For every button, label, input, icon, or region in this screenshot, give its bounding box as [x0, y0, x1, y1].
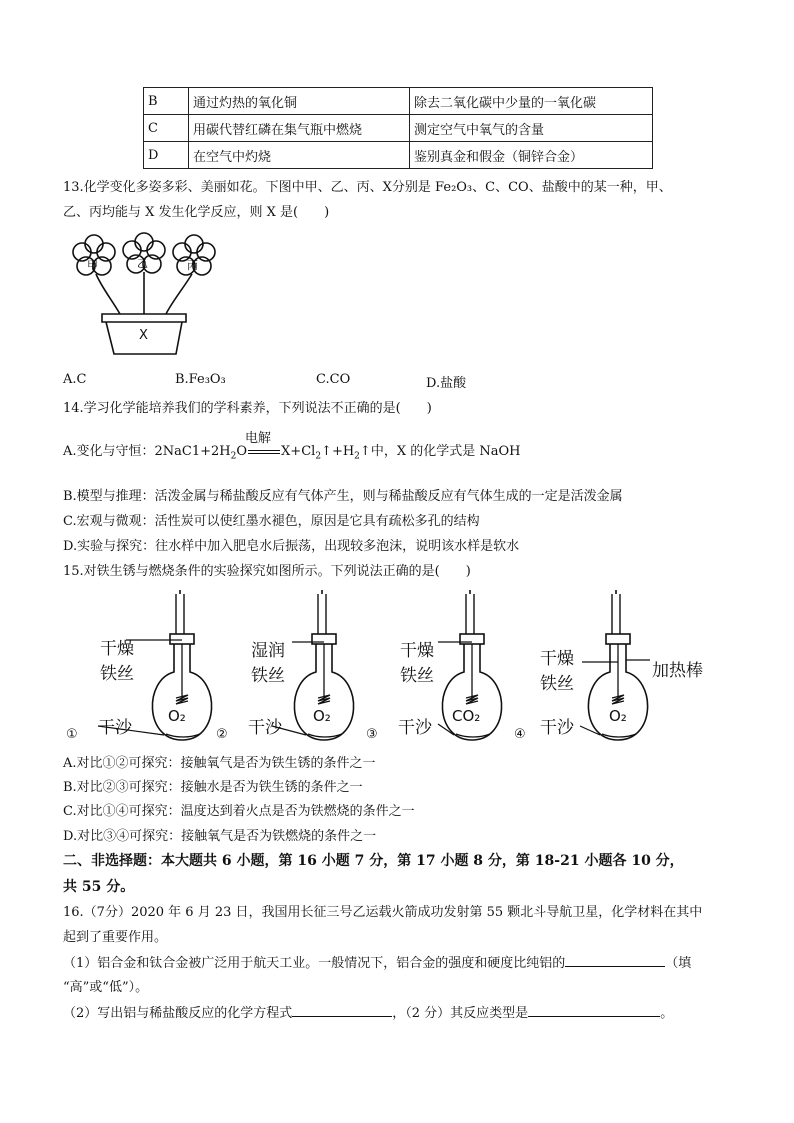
q14-option-c: C.宏观与微观：活性炭可以使红墨水褪色，原因是它具有疏松多孔的结构 — [63, 514, 480, 529]
q14-a-prefix: A.变化与守恒：2NaC1+2H — [63, 444, 231, 459]
flask4-label2: 铁丝 — [540, 674, 574, 694]
flask3-gas: CO₂ — [452, 707, 481, 725]
flask4-number: ④ — [514, 727, 526, 742]
flask2-bottom: 干沙 — [248, 718, 282, 738]
flask2-label1: 湿润 — [251, 641, 285, 661]
flask4-heating-rod: 加热棒 — [652, 661, 703, 681]
q15-option-b: B.对比②③可探究：接触水是否为铁生锈的条件之一 — [63, 780, 363, 795]
flask1-gas: O₂ — [168, 707, 186, 725]
flask4-gas: O₂ — [609, 707, 627, 725]
flask2-number: ② — [216, 727, 228, 742]
q15-option-c: C.对比①④可探究：温度达到着火点是否为铁燃烧的条件之一 — [63, 804, 415, 819]
q16-part2-text: （2）写出铝与稀盐酸反应的化学方程式 — [63, 1006, 293, 1021]
flask1-number: ① — [66, 727, 78, 742]
section2-heading-line1: 二、非选择题：本大题共 6 小题，第 16 小题 7 分，第 17 小题 8 分，第 18-21 小题各 10 分， — [63, 853, 684, 869]
flask1-label1: 干燥 — [100, 639, 134, 659]
section2-heading-line2: 共 55 分。 — [63, 879, 135, 895]
row-letter: C — [144, 115, 189, 142]
row-purpose: 除去二氧化碳中少量的一氧化碳 — [410, 88, 653, 115]
answer-blank[interactable] — [565, 954, 665, 967]
answer-blank[interactable] — [528, 1004, 660, 1017]
flask2-gas: O₂ — [313, 707, 331, 725]
flower-label: 丙 — [187, 259, 198, 272]
stem — [166, 274, 192, 314]
q14-a-products: X+Cl — [281, 444, 316, 459]
answer-blank[interactable] — [292, 1004, 392, 1017]
q16-part2 — [63, 1002, 673, 1021]
q16-part1 — [63, 952, 691, 971]
q14-option-d: D.实验与探究：往水样中加入肥皂水后振荡，出现较多泡沫，说明该水样是软水 — [63, 539, 520, 554]
q16-part1-tail: （填 — [665, 956, 692, 971]
flask1-bottom: 干沙 — [98, 718, 132, 738]
q13-stem-line2: 乙、丙均能与 X 发生化学反应，则 X 是( ) — [63, 205, 330, 220]
flask4-label1: 干燥 — [540, 649, 574, 669]
pot-rim — [102, 314, 186, 322]
flask3-label2: 铁丝 — [400, 666, 434, 686]
q13-stem-line1: 13.化学变化多姿多彩、美丽如花。下图中甲、乙、丙、X分别是 Fe₂O₃、C、CO、盐酸中的某一种，甲、 — [63, 180, 672, 195]
q16-stem-line2: 起到了重要作用。 — [63, 930, 168, 945]
q14-option-a: A.变化与守恒：$2NaC1+2H_2O$ 电解 $X+Cl_2↑+H_2↑$中，X 的化学式是 NaOH — [63, 440, 520, 462]
q16-part1-text: （1）铝合金和钛合金被广泛用于航天工业。一般情况下，铝合金的强度和硬度比纯铝的 — [63, 956, 566, 971]
table-row — [144, 115, 653, 142]
q13-option-d: D.盐酸 — [426, 376, 467, 391]
q14-stem: 14.学习化学能培养我们的学科素养，下列说法不正确的是( ) — [63, 401, 432, 416]
q15-option-d: D.对比③④可探究：接触氧气是否为铁燃烧的条件之一 — [63, 829, 377, 844]
q15-stem: 15.对铁生锈与燃烧条件的实验探究如图所示。下列说法正确的是( ) — [63, 564, 471, 579]
row-method: 在空气中灼烧 — [189, 142, 410, 169]
flask1-label2: 铁丝 — [100, 664, 134, 684]
flower-label: 乙 — [137, 257, 148, 270]
row-letter: B — [144, 88, 189, 115]
flask3-bottom: 干沙 — [398, 718, 432, 738]
flower-label: 甲 — [87, 259, 98, 272]
flask4-bottom: 干沙 — [540, 718, 574, 738]
q13-option-c: C.CO — [316, 372, 351, 387]
reaction-condition: 电解 — [245, 431, 272, 446]
table-row — [144, 142, 653, 169]
flask3-number: ③ — [366, 727, 378, 742]
q16-part1-line2: “高”或“低”）。 — [63, 980, 149, 995]
q13-option-b: B.Fe₃O₃ — [175, 372, 226, 387]
stem — [96, 274, 120, 314]
row-method: 通过灼热的氧化铜 — [189, 88, 410, 115]
q14-option-b: B.模型与推理：活泼金属与稀盐酸反应有气体产生，则与稀盐酸反应有气体生成的一定是活泼金属 — [63, 489, 623, 504]
pot-label: X — [139, 328, 148, 343]
options-table — [143, 87, 653, 169]
row-purpose: 测定空气中氧气的含量 — [410, 115, 653, 142]
row-method: 用碳代替红磷在集气瓶中燃烧 — [189, 115, 410, 142]
q16-part2-mid: ，（2 分）其反应类型是 — [392, 1006, 529, 1021]
q16-part2-end: 。 — [660, 1006, 674, 1021]
flask2-label2: 铁丝 — [251, 666, 285, 686]
q13-option-a: A.C — [63, 372, 87, 387]
row-letter: D — [144, 142, 189, 169]
row-purpose: 鉴别真金和假金（铜锌合金） — [410, 142, 653, 169]
q15-option-a: A.对比①②可探究：接触氧气是否为铁生锈的条件之一 — [63, 756, 376, 771]
table-row — [144, 88, 653, 115]
q14-a-suffix: 中，X 的化学式是 NaOH — [370, 444, 521, 459]
q16-stem-line1: 16.（7分）2020 年 6 月 23 日，我国用长征三号乙运载火箭成功发射第 55 颗北斗导航卫星，化学材料在其中 — [63, 905, 703, 920]
flask3-label1: 干燥 — [400, 641, 434, 661]
reaction-arrow — [245, 431, 281, 459]
